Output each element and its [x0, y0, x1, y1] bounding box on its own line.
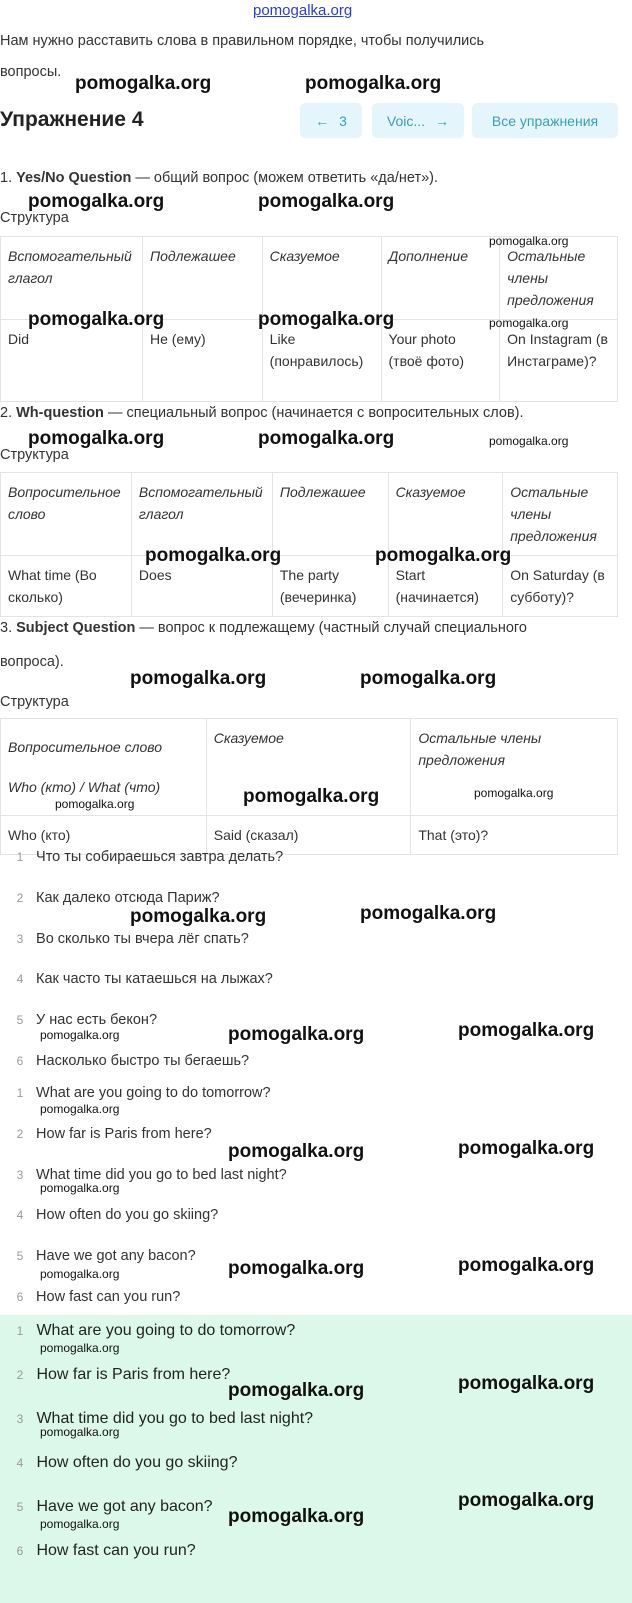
item-text: What are you going to do tomorrow? [36, 1322, 296, 1339]
item-text: What are you going to do tomorrow? [36, 1085, 271, 1101]
header-cell: Сказуемое [388, 473, 503, 556]
section-2-title [0, 405, 524, 421]
watermark: pomogalka.org [28, 309, 165, 330]
item-text: Во сколько ты вчера лёг спать? [36, 930, 249, 947]
watermark: pomogalka.org [458, 1490, 595, 1511]
intro-text-line1: Нам нужно расставить слова в правильном порядке, чтобы получились [0, 33, 485, 49]
item-number: 3 [16, 1167, 24, 1182]
watermark: pomogalka.org [40, 1028, 120, 1042]
item-number: 3 [16, 1412, 24, 1426]
list-item-ru [8, 1012, 157, 1028]
section-term: Wh-question [16, 405, 104, 421]
header-cell: Остальные члены предложения [503, 473, 618, 556]
watermark: pomogalka.org [458, 1138, 595, 1159]
watermark: pomogalka.org [130, 668, 267, 689]
list-item-answer [8, 1498, 213, 1516]
watermark: pomogalka.org [258, 428, 395, 449]
structure-label: Структура [0, 447, 69, 463]
list-item-en [8, 1126, 212, 1142]
watermark: pomogalka.org [458, 1255, 595, 1276]
watermark: pomogalka.org [458, 1373, 595, 1394]
prev-exercise-button[interactable] [300, 103, 362, 138]
watermark: pomogalka.org [228, 1380, 365, 1401]
header-cell: Подлежашее [142, 237, 262, 320]
cell: Did [1, 320, 143, 402]
structure-table-2 [0, 472, 618, 617]
all-exercises-button[interactable]: Все упражнения [472, 103, 618, 138]
item-number: 4 [16, 1208, 24, 1223]
watermark: pomogalka.org [130, 906, 267, 927]
watermark: pomogalka.org [228, 1024, 365, 1045]
header-cell: Остальные члены предложения [411, 719, 618, 816]
watermark: pomogalka.org [489, 234, 569, 248]
list-item-ru [8, 1053, 249, 1069]
header-cell: Подлежашее [272, 473, 388, 556]
section-1-title [0, 170, 438, 186]
cell: Like (понравилось) [262, 320, 381, 402]
watermark: pomogalka.org [28, 428, 165, 449]
watermark: pomogalka.org [145, 545, 282, 566]
header-cell: Вспомогательный глагол [131, 473, 272, 556]
structure-label: Структура [0, 210, 69, 226]
header-cell: Сказуемое [262, 237, 381, 320]
item-text: How fast can you run? [36, 1542, 196, 1559]
section-term: Subject Question [16, 620, 136, 636]
watermark: pomogalka.org [458, 1020, 595, 1041]
header-cell: Дополнение [381, 237, 500, 320]
cell: Who (кто) [1, 816, 207, 855]
header-cell: Вопросительное слово [1, 473, 132, 556]
watermark: pomogalka.org [243, 786, 380, 807]
cell: Said (сказал) [206, 816, 411, 855]
item-text: Как далеко отсюда Париж? [36, 889, 220, 906]
watermark: pomogalka.org [474, 786, 554, 800]
arrow-right-icon: → [435, 112, 450, 129]
item-number: 6 [16, 1290, 24, 1304]
header-cell: Вспомогательный глагол [1, 237, 143, 320]
watermark: pomogalka.org [40, 1267, 120, 1281]
list-item-ru [8, 931, 249, 947]
item-number: 6 [16, 1054, 24, 1068]
header-cell: Остальные члены предложения [500, 237, 618, 320]
exercise-title: Упражнение 4 [0, 108, 144, 131]
item-text: How often do you go skiing? [36, 1454, 238, 1471]
item-text: What time did you go to bed last night? [36, 1410, 314, 1427]
watermark: pomogalka.org [75, 73, 212, 94]
cell: What time (Во сколько) [1, 556, 132, 617]
section-desc: — специальный вопрос (начинается с вопросительных слов). [103, 405, 524, 421]
header-cell: Сказуемое [206, 719, 411, 816]
intro-text-line2: вопросы. [0, 64, 62, 80]
item-text: Насколько быстро ты бегаешь? [36, 1053, 250, 1069]
item-text: What time did you go to bed last night? [36, 1166, 287, 1183]
header-extra: Who (кто) / What (что) [8, 779, 161, 795]
item-number: 2 [16, 890, 24, 905]
cell: Start (начинается) [388, 556, 503, 617]
section-term: Yes/No Question [16, 170, 132, 186]
list-item-ru [8, 890, 220, 906]
arrow-left-icon: ← [315, 112, 330, 129]
watermark: pomogalka.org [28, 191, 165, 212]
item-number: 2 [16, 1368, 24, 1382]
item-number: 5 [16, 1013, 24, 1028]
item-text: Что ты собираешься завтра делать? [36, 849, 284, 865]
list-item-answer [8, 1322, 295, 1340]
watermark: pomogalka.org [40, 1102, 120, 1116]
prev-label: 3 [339, 112, 347, 129]
cell: On Saturday (в субботу)? [503, 556, 618, 617]
item-number: 5 [16, 1500, 24, 1514]
cell: He (ему) [142, 320, 262, 402]
watermark[interactable]: pomogalka.org [253, 2, 353, 19]
next-exercise-button[interactable] [372, 103, 464, 138]
section-num: 3. [0, 620, 13, 636]
item-number: 3 [16, 931, 24, 946]
watermark: pomogalka.org [228, 1141, 365, 1162]
cell: Does [131, 556, 272, 617]
watermark: pomogalka.org [228, 1258, 365, 1279]
cell: Your photo (твоё фото) [381, 320, 500, 402]
structure-label: Структура [0, 694, 69, 710]
list-item-answer [8, 1366, 230, 1384]
section-num: 1. [0, 170, 13, 186]
item-number: 2 [16, 1126, 24, 1141]
list-item-answer [8, 1542, 196, 1560]
watermark: pomogalka.org [40, 1341, 120, 1355]
item-text: How far is Paris from here? [36, 1366, 231, 1383]
watermark: pomogalka.org [40, 1517, 120, 1531]
watermark: pomogalka.org [375, 545, 512, 566]
list-item-answer [8, 1454, 237, 1472]
cell: The party (вечеринка) [272, 556, 388, 617]
list-item-ru [8, 849, 283, 865]
section-desc: — вопрос к подлежащему (частный случай специального [135, 620, 527, 636]
list-item-en [8, 1207, 218, 1223]
item-number: 4 [16, 1456, 24, 1470]
next-label: Voic... [386, 112, 426, 129]
watermark: pomogalka.org [258, 191, 395, 212]
item-number: 1 [16, 1324, 24, 1338]
item-text: Как часто ты катаешься на лыжах? [36, 971, 273, 988]
item-text: Have we got any bacon? [36, 1248, 196, 1265]
header-text: Вопросительное слово [8, 739, 163, 755]
watermark: pomogalka.org [360, 668, 497, 689]
watermark: pomogalka.org [305, 73, 442, 94]
watermark: pomogalka.org [55, 797, 135, 811]
item-text: How far is Paris from here? [36, 1125, 212, 1142]
cell: That (это)? [411, 816, 618, 855]
item-text: У нас есть бекон? [36, 1012, 158, 1029]
item-number: 1 [16, 850, 24, 864]
watermark: pomogalka.org [489, 316, 569, 330]
section-3-desc-line2: вопроса). [0, 654, 64, 670]
list-item-en [8, 1289, 180, 1305]
watermark: pomogalka.org [40, 1181, 120, 1195]
list-item-en [8, 1248, 196, 1264]
list-item-ru [8, 971, 273, 987]
cell: On Instagram (в Инстаграме)? [500, 320, 618, 402]
item-number: 6 [16, 1544, 24, 1558]
item-text: Have we got any bacon? [36, 1498, 213, 1515]
watermark: pomogalka.org [360, 903, 497, 924]
item-number: 5 [16, 1249, 24, 1264]
list-item-en [8, 1085, 271, 1101]
item-text: How fast can you run? [36, 1289, 181, 1305]
watermark: pomogalka.org [258, 309, 395, 330]
section-desc: — общий вопрос (можем ответить «да/нет»). [131, 170, 439, 186]
watermark: pomogalka.org [489, 434, 569, 448]
item-number: 4 [16, 972, 24, 987]
section-num: 2. [0, 405, 13, 421]
item-number: 1 [16, 1086, 24, 1100]
watermark: pomogalka.org [40, 1425, 120, 1439]
section-3-title [0, 620, 527, 636]
item-text: How often do you go skiing? [36, 1207, 219, 1224]
watermark: pomogalka.org [228, 1506, 365, 1527]
